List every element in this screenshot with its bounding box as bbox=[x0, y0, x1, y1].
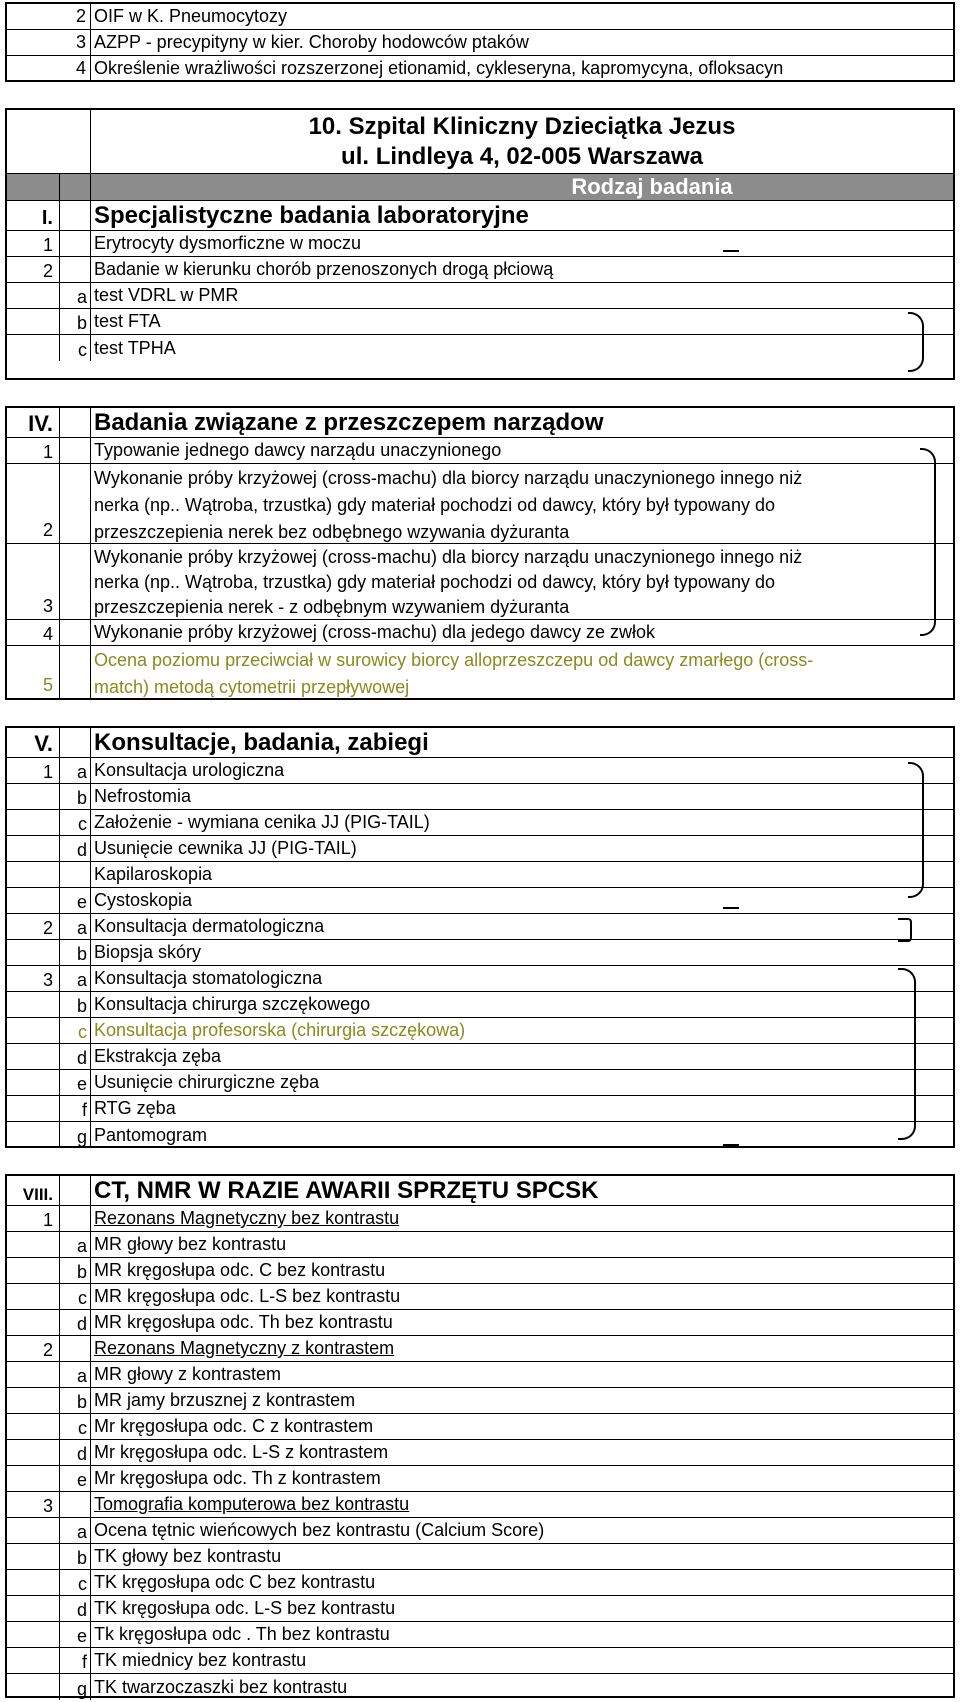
bracket-mark bbox=[920, 448, 936, 636]
section-v-table bbox=[5, 726, 955, 1148]
table-row: c TK kręgosłupa odc C bez kontrastu bbox=[7, 1570, 953, 1596]
table-row: b TK głowy bez kontrastu bbox=[7, 1544, 953, 1570]
table-row: 3 AZPP - precypityny w kier. Choroby hodowców ptaków bbox=[7, 30, 953, 56]
top-table bbox=[5, 2, 955, 82]
table-row: 1 Erytrocyty dysmorficzne w moczu bbox=[7, 231, 953, 257]
table-row: 2 Wykonanie próby krzyżowej (cross-machu) dla biorcy narządu unaczynionego innego niż nerka (np.. Wątroba, trzustka) gdy materiał pochodzi od dawcy, który był typowany do przeszczepienia nerek bez odbębnego wzywania dyżuranta bbox=[7, 464, 953, 544]
table-row: 4 Określenie wrażliwości rozszerzonej etionamid, cykleseryna, kapromycyna, ofloksacyn bbox=[7, 56, 953, 80]
section-title: Specjalistyczne badania laboratoryjne bbox=[94, 201, 529, 229]
rodzaj-badania-row bbox=[7, 174, 953, 201]
section-title: Badania związane z przeszczepem narządow bbox=[94, 408, 604, 436]
table-row: e Cystoskopia bbox=[7, 888, 953, 914]
table-row: g TK twarzoczaszki bez kontrastu bbox=[7, 1674, 953, 1700]
bracket-mark bbox=[908, 312, 924, 372]
bracket-mark bbox=[723, 378, 739, 380]
table-row: d MR kręgosłupa odc. Th bez kontrastu bbox=[7, 1310, 953, 1336]
table-row: b Biopsja skóry bbox=[7, 940, 953, 966]
table-row: g Pantomogram bbox=[7, 1122, 953, 1148]
table-row: Kapilaroskopia bbox=[7, 862, 953, 888]
table-row: c Konsultacja profesorska (chirurgia szczękowa) bbox=[7, 1018, 953, 1044]
section-header: IV. Badania związane z przeszczepem narządow bbox=[7, 408, 953, 438]
table-row: 5 Ocena poziomu przeciwciał w surowicy biorcy alloprzeszczepu od dawcy zmarłego (cross- match) metodą cytometrii przepływowej bbox=[7, 646, 953, 698]
table-row: c MR kręgosłupa odc. L-S bez kontrastu bbox=[7, 1284, 953, 1310]
table-row: c test TPHA bbox=[7, 335, 953, 361]
table-row: c Założenie - wymiana cenika JJ (PIG-TAIL) bbox=[7, 810, 953, 836]
table-row: e Mr kręgosłupa odc. Th z kontrastem bbox=[7, 1466, 953, 1492]
hospital-name: 10. Szpital Kliniczny Dzieciątka Jezus bbox=[308, 113, 736, 140]
table-row: b Nefrostomia bbox=[7, 784, 953, 810]
table-row: 4 Wykonanie próby krzyżowej (cross-machu) dla jedego dawcy ze zwłok bbox=[7, 620, 953, 646]
table-row: 1 a Konsultacja urologiczna bbox=[7, 758, 953, 784]
table-row: 1 Typowanie jednego dawcy narządu unaczynionego bbox=[7, 438, 953, 464]
section-viii-table bbox=[5, 1174, 955, 1698]
bracket-mark bbox=[723, 907, 739, 909]
hospital-header bbox=[7, 110, 953, 174]
section-i-table bbox=[5, 108, 955, 380]
table-row: 1 Rezonans Magnetyczny bez kontrastu bbox=[7, 1206, 953, 1232]
bracket-mark bbox=[908, 762, 924, 898]
table-row: 3 Wykonanie próby krzyżowej (cross-machu) dla biorcy narządu unaczynionego innego niż nerka (np.. Wątroba, trzustka) gdy materiał pochodzi od dawcy, który był typowany do przeszczepienia nerek - z odbębnym wzywaniem dyżuranta bbox=[7, 544, 953, 620]
bracket-mark bbox=[898, 918, 912, 942]
hospital-address: ul. Lindleya 4, 02-005 Warszawa bbox=[341, 143, 703, 170]
table-row: 2 Rezonans Magnetyczny z kontrastem bbox=[7, 1336, 953, 1362]
table-row: d TK kręgosłupa odc. L-S bez kontrastu bbox=[7, 1596, 953, 1622]
table-row: a MR głowy bez kontrastu bbox=[7, 1232, 953, 1258]
table-row: b Konsultacja chirurga szczękowego bbox=[7, 992, 953, 1018]
bracket-mark bbox=[723, 1144, 739, 1146]
table-row: 3 Tomografia komputerowa bez kontrastu bbox=[7, 1492, 953, 1518]
table-row: b test FTA bbox=[7, 309, 953, 335]
table-row: d Mr kręgosłupa odc. L-S z kontrastem bbox=[7, 1440, 953, 1466]
bracket-mark bbox=[898, 968, 916, 1140]
table-row: e Usunięcie chirurgiczne zęba bbox=[7, 1070, 953, 1096]
table-row: 3 a Konsultacja stomatologiczna bbox=[7, 966, 953, 992]
table-row: a Ocena tętnic wieńcowych bez kontrastu (Calcium Score) bbox=[7, 1518, 953, 1544]
table-row: c Mr kręgosłupa odc. C z kontrastem bbox=[7, 1414, 953, 1440]
table-row: f RTG zęba bbox=[7, 1096, 953, 1122]
bracket-mark bbox=[723, 250, 739, 252]
section-header: I. Specjalistyczne badania laboratoryjne bbox=[7, 201, 953, 231]
table-row: d Usunięcie cewnika JJ (PIG-TAIL) bbox=[7, 836, 953, 862]
table-row: b MR kręgosłupa odc. C bez kontrastu bbox=[7, 1258, 953, 1284]
table-row: 2 OIF w K. Pneumocytozy bbox=[7, 4, 953, 30]
table-row: a test VDRL w PMR bbox=[7, 283, 953, 309]
table-row: e Tk kręgosłupa odc . Th bez kontrastu bbox=[7, 1622, 953, 1648]
section-header: VIII. CT, NMR W RAZIE AWARII SPRZĘTU SPCSK bbox=[7, 1176, 953, 1206]
section-iv-table bbox=[5, 406, 955, 700]
table-row: d Ekstrakcja zęba bbox=[7, 1044, 953, 1070]
rodzaj-badania-label: Rodzaj badania bbox=[571, 174, 733, 199]
section-title: CT, NMR W RAZIE AWARII SPRZĘTU SPCSK bbox=[94, 1176, 599, 1204]
section-title: Konsultacje, badania, zabiegi bbox=[94, 728, 429, 756]
table-row: a MR głowy z kontrastem bbox=[7, 1362, 953, 1388]
table-row: f TK miednicy bez kontrastu bbox=[7, 1648, 953, 1674]
table-row: b MR jamy brzusznej z kontrastem bbox=[7, 1388, 953, 1414]
table-row: 2 Badanie w kierunku chorób przenoszonych drogą płciową bbox=[7, 257, 953, 283]
section-header: V. Konsultacje, badania, zabiegi bbox=[7, 728, 953, 758]
table-row: 2 a Konsultacja dermatologiczna bbox=[7, 914, 953, 940]
